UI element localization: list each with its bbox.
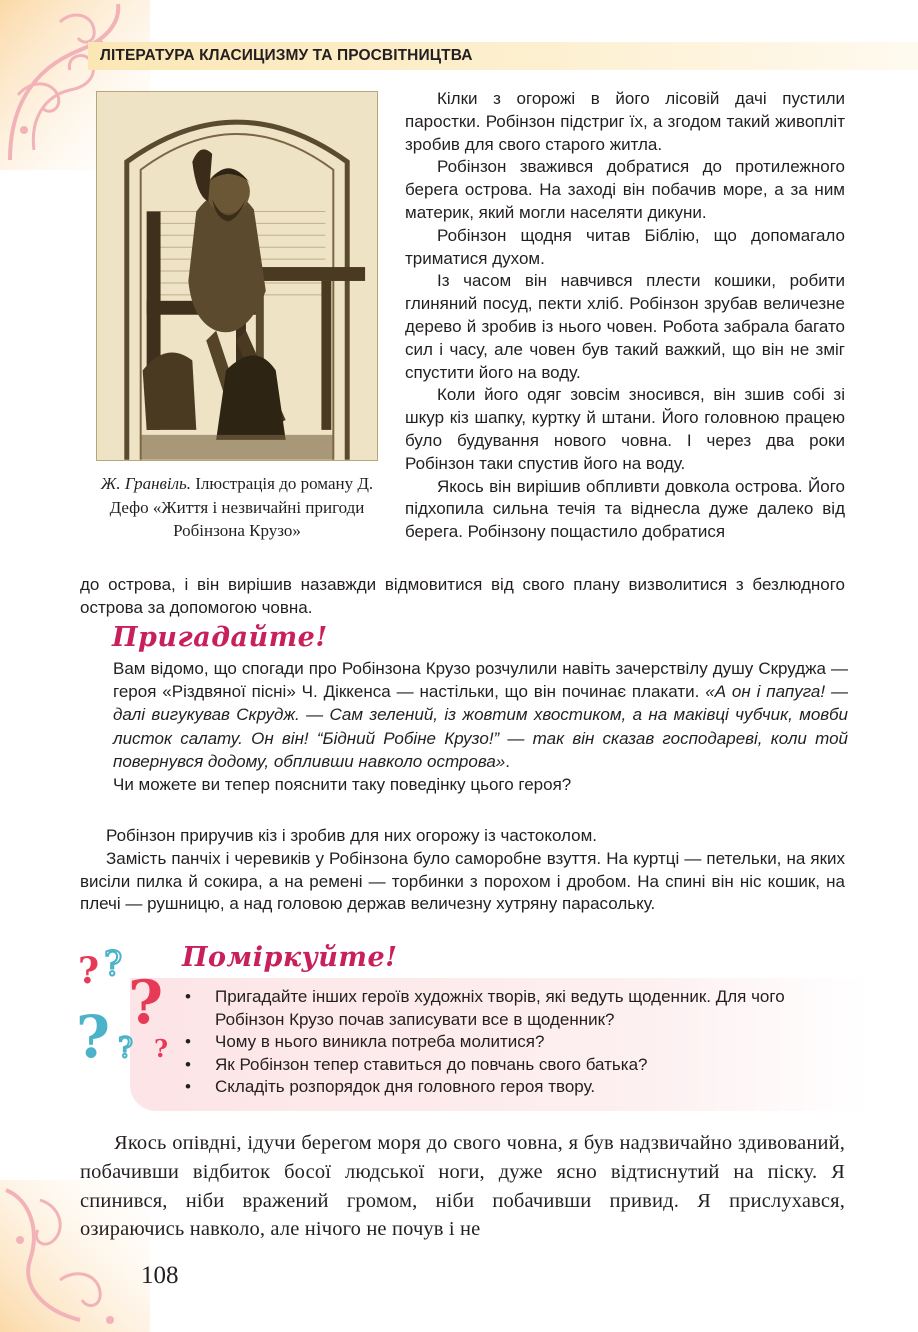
engraving-robinson-crusoe-icon [97, 92, 377, 460]
list-item: • Як Робінзон тепер ставиться до повчань свого батька? [180, 1054, 840, 1077]
paragraph: Якось він вирішив обпливти довкола острова. Його підхопила сильна течія та віднесла дуже далеко від берега. Робінзону пощастило добратися [405, 476, 845, 542]
svg-text:?: ? [128, 968, 164, 1038]
svg-text:?: ? [154, 1034, 169, 1063]
illustration-engraving [96, 91, 378, 461]
list-item: • Чому в нього виникла потреба молитися? [180, 1031, 840, 1054]
svg-text:?: ? [104, 945, 123, 984]
remember-intro: Вам відомо, що спогади про Робінзона Крузо розчулили навіть зачерствілу душу Скруджа — героя «Різдвяної пісні» Ч. Діккенса — настільки, що він починає плакати. [113, 659, 848, 702]
paragraph: Робінзон приручив кіз і зробив для них огорожу із частоколом. [106, 826, 598, 845]
caption-author: Ж. Гранвіль. [100, 474, 192, 493]
svg-text:?: ? [76, 1003, 110, 1065]
list-item: • Пригадайте інших героїв художніх творів, які ведуть щоденник. Для чого Робінзон Крузо почав записувати все в щоденник? [180, 986, 840, 1031]
paragraph: Робінзон зважився добратися до протилежного берега острова. На заході він побачив море, а за ним материк, який могли населяти дикуни. [405, 157, 845, 222]
remember-box [113, 657, 848, 796]
paragraph: Із часом він навчився плести кошики, робити глиняний посуд, пекти хліб. Робінзон зрубав величезне дерево й зробив із нього човен. Робота забрала багато сил і часу, але човен був такий важкий, що він не зміг спустити його на воду. [405, 271, 845, 382]
body-text [80, 825, 845, 916]
paragraph: Робінзон щодня читав Біблію, що допомагало триматися духом. [405, 225, 845, 268]
svg-text:?: ? [118, 1031, 134, 1064]
question-marks-icon [70, 945, 180, 1065]
column-text [405, 88, 845, 544]
novel-excerpt [80, 1129, 845, 1244]
remember-question: Чи можете ви тепер пояснити таку поведінку цього героя? [113, 775, 572, 795]
illustration-caption [92, 472, 382, 543]
remember-after-quote: . [505, 751, 510, 771]
paragraph: Замість панчіх і черевиків у Робінзона було саморобне взуття. На куртці — петельки, на яких висіли пилка й сокира, а на ремені — торбинки з порохом і дробом. На спині він ніс кошик, на плечі — рушницю, а над головою держав величезну хутряну парасольку. [80, 848, 845, 914]
list-item: • Складіть розпорядок дня головного героя твору. [180, 1076, 840, 1099]
paragraph-continuation: до острова, і він вирішив назавжди відмовитися від свого плану визволитися з безлюдного острова за допомогою човна. [80, 575, 845, 617]
paragraph: Коли його одяг зовсім зносився, він зшив собі зі шкур кіз шапку, куртку й штани. Його головною працею було будування нового човна. І через два роки Робінзон таки спустив його на воду. [405, 385, 845, 473]
excerpt-paragraph: Якось опівдні, ідучи берегом моря до свого човна, я був надзвичайно здивований, побачивши відбиток босої людської ноги, дуже ясно відтиснутий на піску. Я спинився, ніби вражений громом, ніби побачивши привид. Я прислухався, озираючись навколо, але нічого не почув і не [80, 1132, 845, 1241]
remember-quote: «А он і папуга! — далі вигукував Скрудж. — Сам зелений, із жовтим хвостиком, а на маківці чубчик, мовби листок салату. Он він! “Бідний Робіне Крузо!” — так він сказав господареві, коли той повернувся додому, обпливши навколо острова» [113, 682, 848, 771]
think-heading: Поміркуйте! [182, 942, 398, 973]
page-number: 108 [141, 1262, 179, 1289]
caption-text: Ілюстрація до роману Д. Дефо «Життя і незвичайні пригоди Робінзона Крузо» [109, 474, 374, 540]
think-questions-list [180, 986, 840, 1099]
running-header: ЛІТЕРАТУРА КЛАСИЦИЗМУ ТА ПРОСВІТНИЦТВА [100, 47, 473, 64]
remember-heading: Пригадайте! [112, 622, 328, 653]
paragraph: Кілки з огорожі в його лісовій дачі пустили паростки. Робінзон підстриг їх, а згодом такий живопліт зробив для свого старого житла. [405, 89, 845, 154]
svg-text:?: ? [78, 950, 100, 992]
